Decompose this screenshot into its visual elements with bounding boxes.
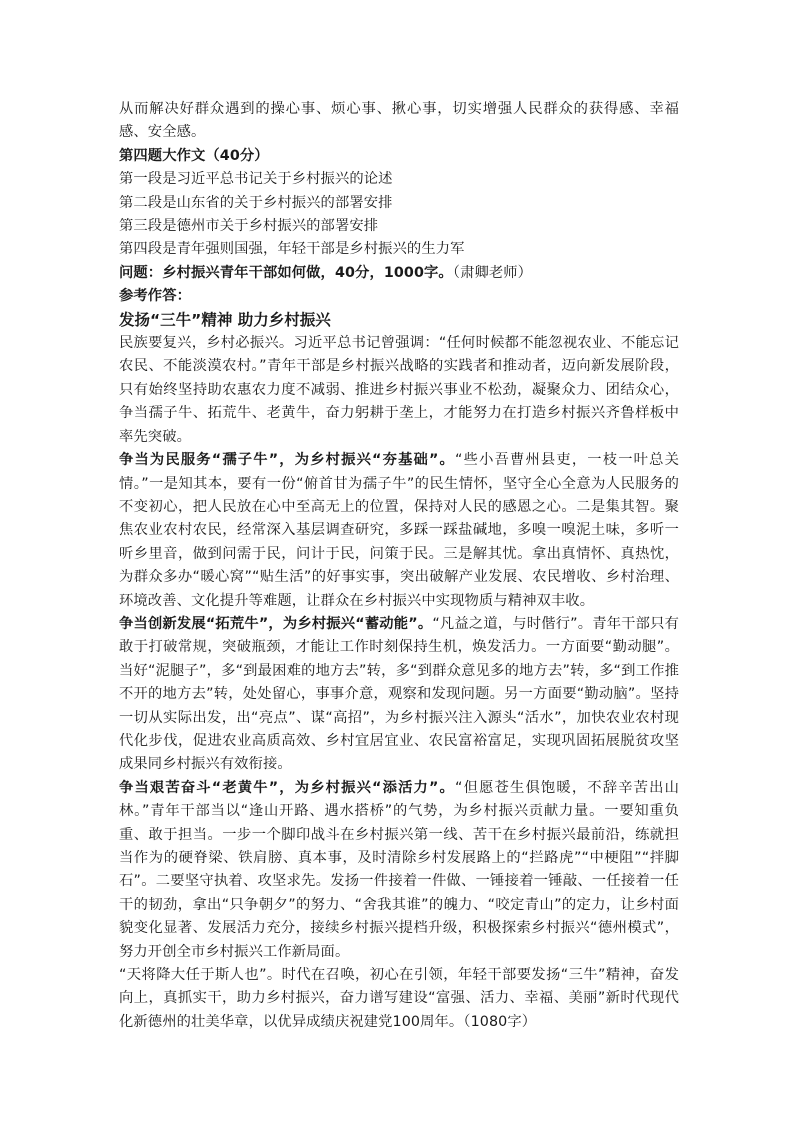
- question-note: （肃卿老师）: [452, 264, 533, 281]
- essay-paragraph-4: [119, 777, 679, 964]
- outline-item-3: 第三段是德州市关于乡村振兴的部署安排: [119, 218, 379, 235]
- outline-item-1: 第一段是习近平总书记关于乡村振兴的论述: [119, 171, 393, 188]
- paragraph-4-lead: 争当艰苦奋斗“老黄牛”，为乡村振兴“添活力”。: [119, 779, 456, 796]
- question-text: 问题：乡村振兴青年干部如何做，40分，1000字。: [119, 264, 453, 281]
- paragraph-4-body: “但愿苍生俱饱暖，不辞辛苦出山林。”青年干部当以“逢山开路、遇水搭桥”的气势，为乡村振兴贡献力量。一要知重负重、敢于担当。一步一个脚印战斗在乡村振兴第一线、苦干在乡村振兴最前沿，练就担当作为的硬脊梁、铁肩膀、真本事，及时清除乡村发展路上的“拦路虎”“中梗阻”“拌脚石”。二要坚守执着、攻坚求先。发扬一件接着一件做、一锤接着一锤敲、一任接着一任干的韧劲，拿出“只争朝夕”的努力、“舍我其谁”的魄力、“咬定青山”的定力，让乡村面貌变化显著、发展活力充分，接续乡村振兴提档升级，积极探索乡村振兴“德州模式”，努力开创全市乡村振兴工作新局面。: [119, 779, 680, 960]
- intro-paragraph: 从而解决好群众遇到的操心事、烦心事、揪心事，切实增强人民群众的获得感、幸福感、安全感。: [119, 101, 679, 141]
- document-page: [119, 98, 679, 1034]
- reference-answer-label: 参考作答：: [119, 288, 191, 305]
- essay-title: 发扬“三牛”精神 助力乡村振兴: [119, 310, 331, 329]
- paragraph-2-body: “些小吾曹州县吏，一枝一叶总关情。”一是知其本，要有一份“俯首甘为孺子牛”的民生情怀，坚守全心全意为人民服务的不变初心，把人民放在心中至高无上的位置，保持对人民的感恩之心。二是集其智。聚焦农业农村农民，经常深入基层调查研究，多踩一踩盐碱地，多嗅一嗅泥土味，多听一听乡里音，做到问需于民，问计于民，问策于民。三是解其忧。拿出真情怀、真热忱，为群众多办“暖心窝”“贴生活”的好事实事，突出破解产业发展、农民增收、乡村治理、环境改善、文化提升等难题，让群众在乡村振兴中实现物质与精神双丰收。: [119, 452, 680, 609]
- essay-paragraph-1: 民族要复兴，乡村必振兴。习近平总书记曾强调：“任何时候都不能忽视农业、不能忘记农民、不能淡漠农村。”青年干部是乡村振兴战略的实践者和推动者，迈向新发展阶段，只有始终坚持助农惠农力度不减弱、推进乡村振兴事业不松劲，凝聚众力、团结众心，争当孺子牛、拓荒牛、老黄牛，奋力躬耕于垄上，才能努力在打造乡村振兴齐鲁样板中率先突破。: [119, 335, 679, 445]
- question-four-heading: 第四题大作文（40分）: [119, 147, 269, 164]
- paragraph-3-body: “凡益之道，与时偕行”。青年干部只有敢于打破常规，突破瓶颈，才能让工作时刻保持生机，焕发活力。一方面要“勤动腿”。当好“泥腿子”，多“到最困难的地方去”转，多“到群众意见多的地方去”转，多“到工作推不开的地方去”转，处处留心，事事介意，观察和发现问题。另一方面要“勤动脑”。坚持一切从实际出发，出“亮点”、谋“高招”，为乡村振兴注入源头“活水”，加快农业农村现代化步伐，促进农业高质高效、乡村宜居宜业、农民富裕富足，实现巩固拓展脱贫攻坚成果同乡村振兴有效衔接。: [119, 615, 679, 773]
- paragraph-3-lead: 争当创新发展“拓荒牛”，为乡村振兴“蓄动能”。: [119, 615, 433, 632]
- outline-item-4: 第四段是青年强则国强，年轻干部是乡村振兴的生力军: [119, 241, 465, 258]
- essay-paragraph-5: “天将降大任于斯人也”。时代在召唤，初心在引领，年轻干部要发扬“三牛”精神，奋发向上，真抓实干，助力乡村振兴，奋力谱写建设“富强、活力、幸福、美丽”新时代现代化新德州的壮美华章，以优异成绩庆祝建党100周年。（1080字）: [119, 967, 679, 1030]
- paragraph-2-lead: 争当为民服务“孺子牛”，为乡村振兴“夯基础”。: [119, 452, 456, 469]
- question-line: [119, 262, 679, 285]
- essay-paragraph-3: [119, 613, 679, 777]
- outline-item-2: 第二段是山东省的关于乡村振兴的部署安排: [119, 194, 393, 211]
- essay-paragraph-2: [119, 449, 679, 613]
